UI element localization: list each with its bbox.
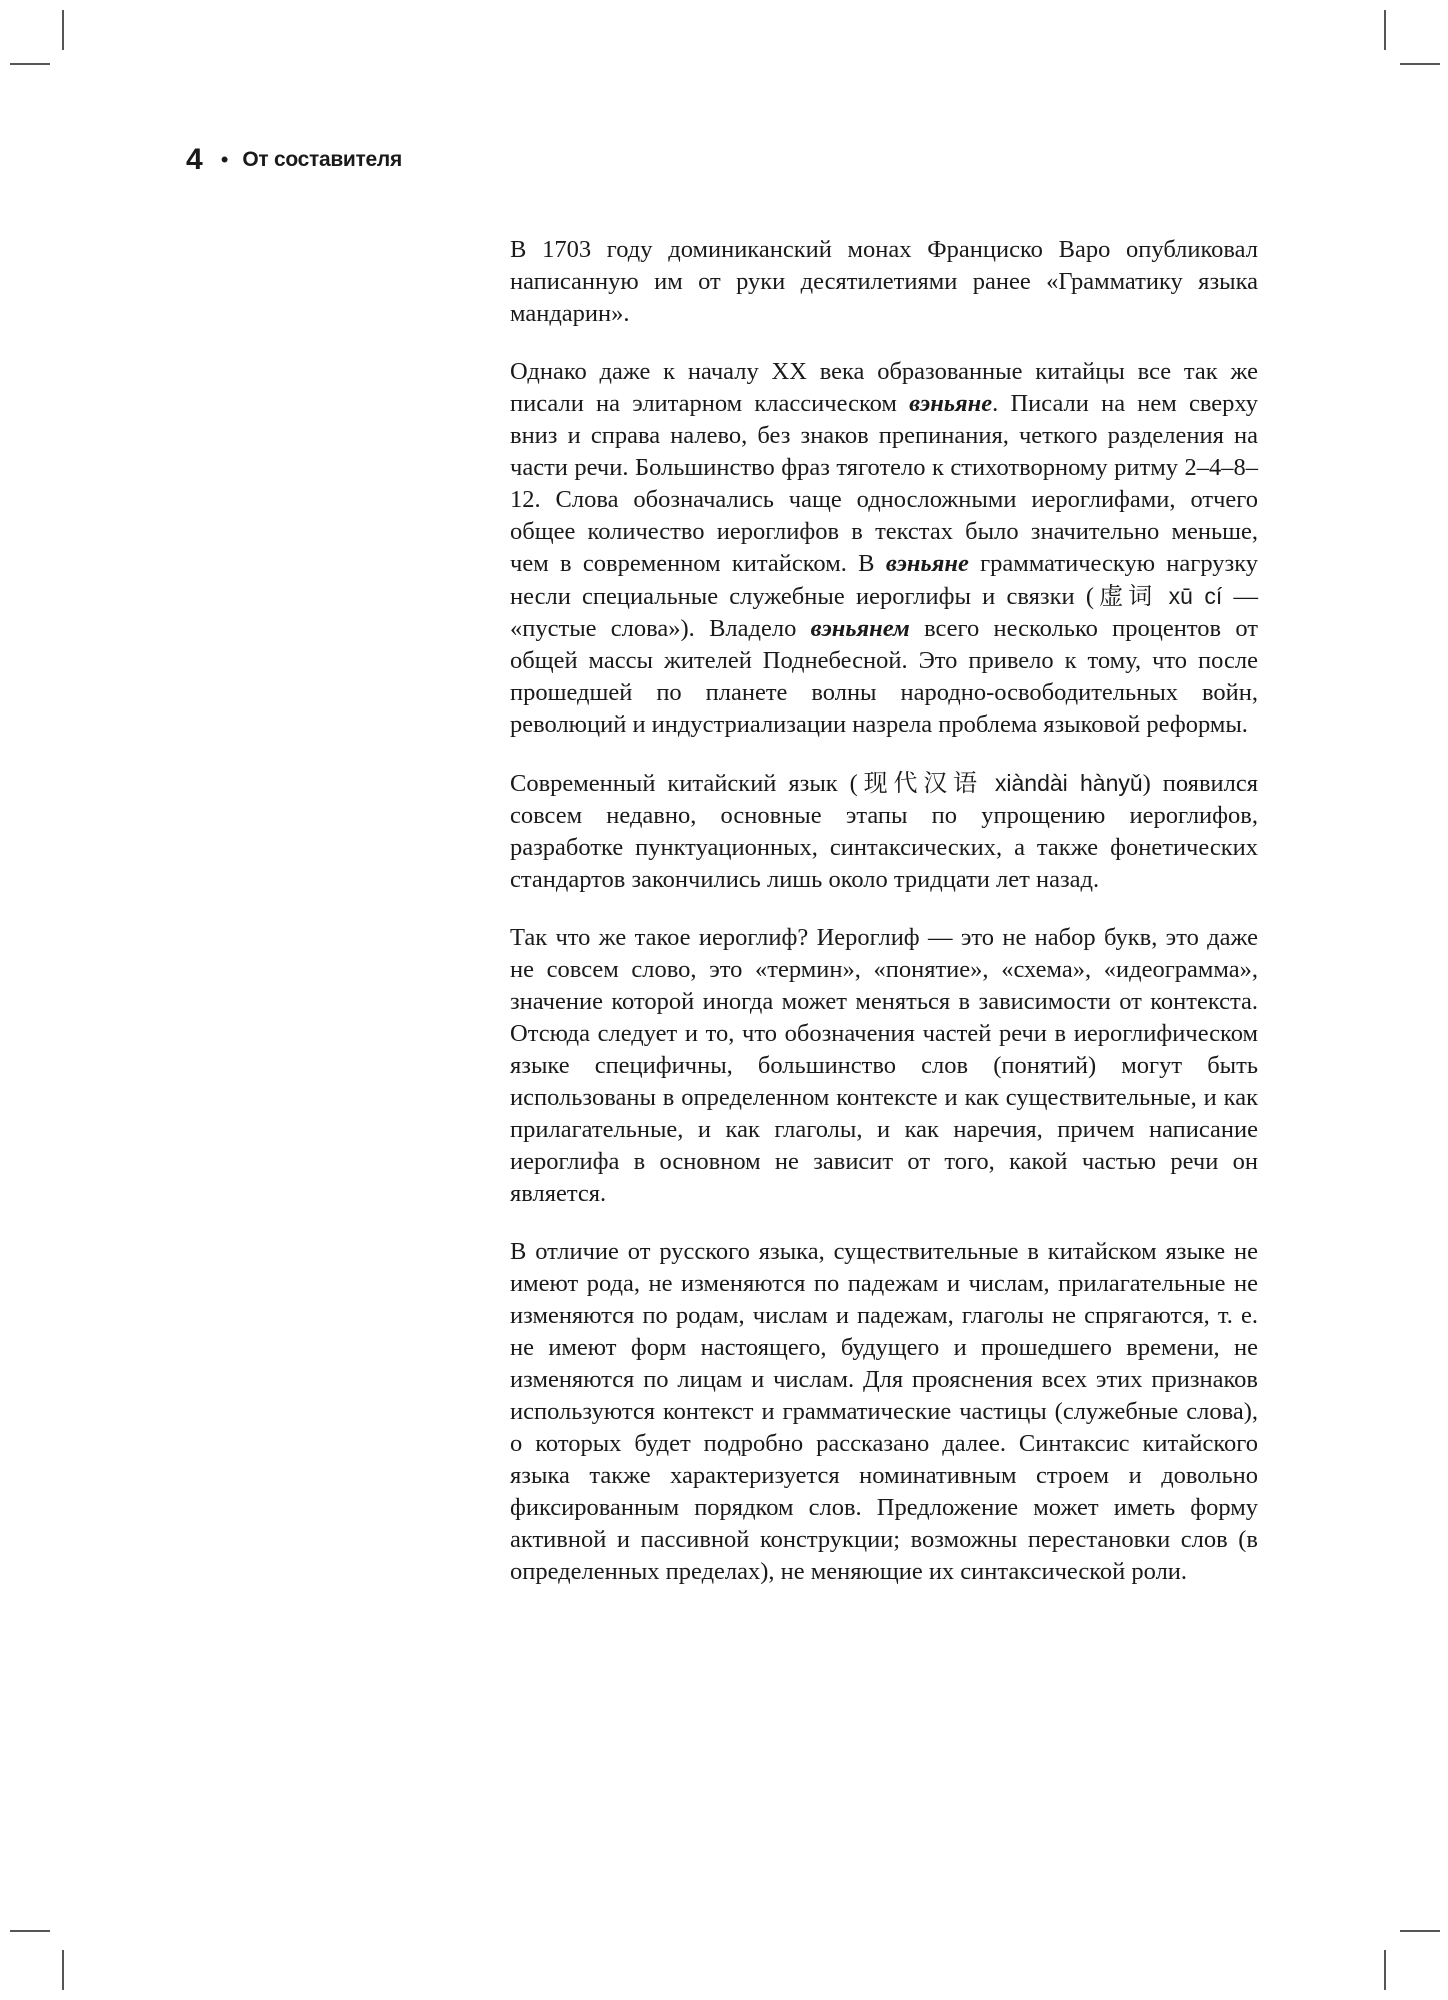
crop-mark-top-left-horizontal bbox=[10, 63, 50, 65]
paragraph-2-text-3: грамматическую нагрузку несли специальные служебные иероглифы и связки ( bbox=[510, 550, 1259, 610]
crop-mark-top-right-horizontal bbox=[1400, 63, 1440, 65]
pinyin-xu-ci: xū cí bbox=[1168, 583, 1223, 609]
chinese-term-xiandai-hanyu: 现代汉语 bbox=[857, 769, 983, 797]
running-title: От составителя bbox=[242, 148, 402, 171]
page-number: 4 bbox=[186, 143, 203, 176]
pinyin-xiandai-hanyu: xiàndài hànyǔ bbox=[994, 770, 1143, 796]
crop-mark-bottom-right-horizontal bbox=[1400, 1930, 1440, 1932]
crop-mark-bottom-left-vertical bbox=[62, 1950, 64, 1990]
header-bullet: • bbox=[220, 147, 229, 172]
crop-mark-top-right-vertical bbox=[1384, 10, 1386, 50]
paragraph-2-text-4: — «пустые слова»). Владело bbox=[510, 583, 1259, 642]
chinese-term-xu-ci: 虚词 bbox=[1094, 582, 1158, 610]
paragraph-3-text-1: Современный китайский язык ( bbox=[510, 770, 858, 797]
paragraph-2 bbox=[510, 356, 1258, 741]
paragraph-3-text-2: ) появился совсем недавно, основные этапы по упрощению иероглифов, разработке пунктуационных, синтаксических, а также фонетических стандартов закончились лишь около тридцати лет назад. bbox=[510, 770, 1258, 893]
paragraph-5: В отличие от русского языка, существительные в китайском языке не имеют рода, не изменяются по падежам и числам, прилагательные не изменяются по родам, числам и падежам, глаголы не спрягаются, т. е. не имеют форм настоящего, будущего и прошедшего времени, не изменяются по лицам и числам. Для прояснения всех этих признаков используются контекст и грамматические частицы (служебные слова), о которых будет подробно рассказано далее. Синтаксис китайского языка также характеризуется номинативным строем и довольно фиксированным порядком слов. Предложение может иметь форму активной и пассивной конструкции; возможны перестановки слов (в определенных пределах), не меняющие их синтаксической роли. bbox=[510, 1238, 1258, 1585]
paragraph-1: В 1703 году доминиканский монах Франциско Варо опубликовал написанную им от руки десятилетиями ранее «Грамматику языка мандарин». bbox=[510, 236, 1258, 327]
paragraph-3 bbox=[510, 767, 1258, 896]
paragraph-2-text-2: . Писали на нем сверху вниз и справа налево, без знаков препинания, четкого разделения на части речи. Большинство фраз тяготело к стихотворному ритму 2–4–8–12. Слова обозначались чаще односложными иероглифами, отчего общее количество иероглифов в текстах было значительно меньше, чем в современном китайском. В bbox=[510, 390, 1258, 577]
term-wenyan-3: вэньянем bbox=[810, 615, 910, 642]
paragraph-4: Так что же такое иероглиф? Иероглиф — это не набор букв, это даже не совсем слово, это «термин», «понятие», «схема», «идеограмма», значение которой иногда может меняться в зависимости от контекста. Отсюда следует и то, что обозначения частей речи в иероглифическом языке специфичны, большинство слов (понятий) могут быть использованы в определенном контексте и как существительные, и как прилагательные, и как глаголы, и как наречия, причем написание иероглифа в основном не зависит от того, какой частью речи он является. bbox=[510, 924, 1258, 1207]
term-wenyan-1: вэньяне bbox=[909, 390, 993, 417]
term-wenyan-2: вэньяне bbox=[885, 550, 969, 577]
paragraph-2-text-1: Однако даже к началу XX века образованные китайцы все так же писали на элитарном классическом bbox=[510, 358, 1258, 417]
body-text bbox=[510, 234, 1258, 1614]
running-header bbox=[186, 143, 402, 177]
crop-mark-bottom-left-horizontal bbox=[10, 1930, 50, 1932]
crop-mark-bottom-right-vertical bbox=[1384, 1950, 1386, 1990]
paragraph-2-text-5: всего несколько процентов от общей массы жителей Поднебесной. Это привело к тому, что после прошедшей по планете волны народно-освободительных войн, революций и индустриализации назрела проблема языковой реформы. bbox=[510, 615, 1258, 738]
crop-mark-top-left-vertical bbox=[62, 10, 64, 50]
